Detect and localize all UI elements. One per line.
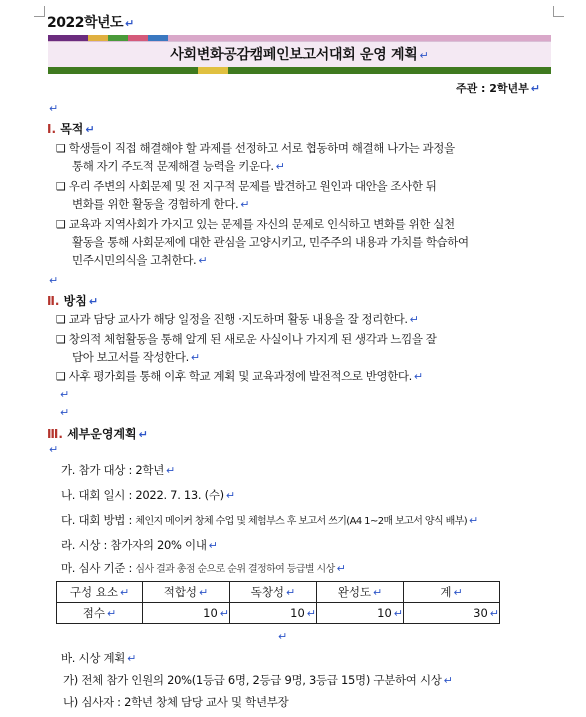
table-header-cell: 완성도 ↵ xyxy=(317,582,404,603)
plan-item-award: 라. 시상 : 참가자의 20% 이내 ↵ xyxy=(61,538,218,552)
section2-bullet-3: ❑ 사후 평가회를 통해 이후 학교 계획 및 교육과정에 발전적으로 반영한다. ↵ xyxy=(56,369,423,383)
section2-bullet-2-cont: 담아 보고서를 작성한다. ↵ xyxy=(72,350,200,364)
paragraph-mark: ↵ xyxy=(60,388,70,401)
plan-item-method: 다. 대회 방법 : 체인지 메이커 창체 수업 및 체험부스 후 보고서 쓰기(A4 1~2매 보고서 양식 배부) ↵ xyxy=(61,513,478,527)
table-cell: 30 ↵ xyxy=(404,603,500,624)
paragraph-mark: ↵ xyxy=(60,406,70,419)
table-cell: 10 ↵ xyxy=(317,603,404,624)
table-row xyxy=(57,603,500,624)
corner-guide-top-left xyxy=(34,6,45,17)
table-header-row xyxy=(57,582,500,603)
table-cell: 10 ↵ xyxy=(143,603,230,624)
document-title: 사회변화공감캠페인보고서대회 운영 계획 xyxy=(170,47,418,63)
plan-subitem-judges: 나) 심사자 : 2학년 창체 담당 교사 및 학년부장 xyxy=(63,695,289,709)
section1-bullet-1: ❑ 학생들이 직접 해결해야 할 과제를 선정하고 서로 협동하며 해결해 나가는 과정을 xyxy=(56,141,455,155)
checkbox-bullet-icon: ❑ xyxy=(56,142,66,155)
section1-bullet-3-cont2: 민주시민의식을 고취한다. ↵ xyxy=(72,253,208,267)
section3-heading: Ⅲ. 세부운영계획 ↵ xyxy=(47,427,148,441)
checkbox-bullet-icon: ❑ xyxy=(56,180,66,193)
table-header-cell: 구성 요소 ↵ xyxy=(57,582,143,603)
section1-bullet-1-cont: 통해 자기 주도적 문제해결 능력을 키운다. ↵ xyxy=(72,159,285,173)
section2-bullet-2: ❑ 창의적 체험활동을 통해 알게 된 새로운 사실이나 가지게 된 생각과 느낌을 잘 xyxy=(56,332,437,346)
paragraph-mark: ↵ xyxy=(49,443,59,456)
checkbox-bullet-icon: ❑ xyxy=(56,313,66,326)
section1-bullet-2-cont: 변화를 위한 활동을 경험하게 한다. ↵ xyxy=(72,197,250,211)
year-label: 2022학년도 ↵ xyxy=(47,15,134,31)
plan-item-criteria: 마. 심사 기준 : 심사 결과 총점 순으로 순위 결정하여 등급별 시상 ↵ xyxy=(61,561,346,575)
plan-item-date: 나. 대회 일시 : 2022. 7. 13. (수) ↵ xyxy=(61,488,235,502)
score-table xyxy=(56,581,500,624)
corner-guide-top-right xyxy=(553,6,564,17)
section1-bullet-3: ❑ 교육과 지역사회가 가지고 있는 문제를 자신의 문제로 인식하고 변화를 위한 실천 xyxy=(56,217,455,231)
paragraph-mark: ↵ xyxy=(278,630,288,643)
section1-bullet-3-cont: 활동을 통해 사회문제에 대한 관심을 고양시키고, 민주주의 내용과 가치를 학습하여 xyxy=(72,235,469,249)
plan-item-award-plan: 바. 시상 계획 ↵ xyxy=(61,651,137,665)
checkbox-bullet-icon: ❑ xyxy=(56,218,66,231)
title-bottom-stripe xyxy=(48,67,551,74)
checkbox-bullet-icon: ❑ xyxy=(56,333,66,346)
host-label: 주관 : 2학년부 ↵ xyxy=(455,82,540,95)
section1-heading: Ⅰ. 목적 ↵ xyxy=(47,122,95,136)
paragraph-mark: ↵ xyxy=(49,102,59,115)
table-header-cell: 독창성 ↵ xyxy=(230,582,317,603)
table-header-cell: 계 ↵ xyxy=(404,582,500,603)
plan-item-target: 가. 참가 대상 : 2학년 ↵ xyxy=(61,463,175,477)
paragraph-mark: ↵ xyxy=(49,274,59,287)
table-cell: 10 ↵ xyxy=(230,603,317,624)
table-cell: 점수 ↵ xyxy=(57,603,143,624)
checkbox-bullet-icon: ❑ xyxy=(56,370,66,383)
section2-bullet-1: ❑ 교과 담당 교사가 해당 일정을 진행 ·지도하며 활동 내용을 잘 정리한다. ↵ xyxy=(56,312,419,326)
title-box: 사회변화공감캠페인보고서대회 운영 계획 ↵ xyxy=(48,41,551,68)
table-header-cell: 적합성 ↵ xyxy=(143,582,230,603)
section1-bullet-2: ❑ 우리 주변의 사회문제 및 전 지구적 문제를 발견하고 원인과 대안을 조사한 뒤 xyxy=(56,179,437,193)
plan-subitem-ratio: 가) 전체 참가 인원의 20%(1등급 6명, 2등급 9명, 3등급 15명) 구분하여 시상 ↵ xyxy=(63,673,453,687)
section2-heading: Ⅱ. 방침 ↵ xyxy=(47,294,99,308)
